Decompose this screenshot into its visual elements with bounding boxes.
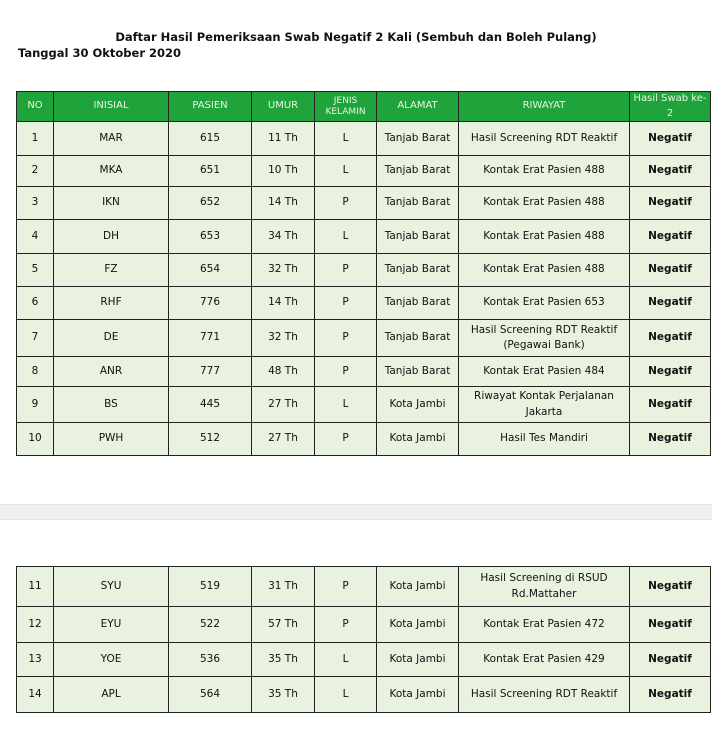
cell-hasil-swab: Negatif (630, 567, 711, 607)
cell-alamat: Kota Jambi (377, 423, 459, 456)
cell-no: 4 (17, 220, 54, 254)
table-row (17, 156, 711, 187)
table-row (17, 287, 711, 320)
cell-hasil-swab: Negatif (630, 320, 711, 357)
cell-umur: 35 Th (252, 643, 315, 677)
cell-inisial: DE (54, 320, 169, 357)
cell-riwayat: Hasil Screening di RSUD Rd.Mattaher (459, 567, 630, 607)
cell-inisial: PWH (54, 423, 169, 456)
cell-riwayat: Hasil Screening RDT Reaktif (459, 677, 630, 713)
header-no: NO (17, 92, 54, 122)
cell-alamat: Tanjab Barat (377, 320, 459, 357)
cell-riwayat: Kontak Erat Pasien 488 (459, 156, 630, 187)
cell-umur: 31 Th (252, 567, 315, 607)
table-row (17, 607, 711, 643)
results-table-page-1 (16, 91, 711, 456)
cell-alamat: Kota Jambi (377, 643, 459, 677)
cell-inisial: IKN (54, 187, 169, 220)
cell-riwayat: Hasil Screening RDT Reaktif (459, 122, 630, 156)
cell-inisial: MKA (54, 156, 169, 187)
cell-umur: 57 Th (252, 607, 315, 643)
cell-jenis-kelamin: P (315, 423, 377, 456)
cell-inisial: SYU (54, 567, 169, 607)
cell-jenis-kelamin: P (315, 567, 377, 607)
cell-jenis-kelamin: P (315, 187, 377, 220)
cell-hasil-swab: Negatif (630, 387, 711, 423)
cell-no: 13 (17, 643, 54, 677)
cell-pasien: 522 (169, 607, 252, 643)
cell-alamat: Kota Jambi (377, 607, 459, 643)
table-row (17, 423, 711, 456)
cell-pasien: 564 (169, 677, 252, 713)
cell-umur: 35 Th (252, 677, 315, 713)
table-row (17, 254, 711, 287)
header-riwayat: RIWAYAT (459, 92, 630, 122)
cell-pasien: 777 (169, 357, 252, 387)
cell-umur: 32 Th (252, 254, 315, 287)
cell-inisial: EYU (54, 607, 169, 643)
cell-riwayat: Kontak Erat Pasien 488 (459, 187, 630, 220)
cell-alamat: Tanjab Barat (377, 254, 459, 287)
cell-jenis-kelamin: L (315, 643, 377, 677)
cell-alamat: Tanjab Barat (377, 220, 459, 254)
cell-pasien: 445 (169, 387, 252, 423)
cell-pasien: 654 (169, 254, 252, 287)
cell-no: 7 (17, 320, 54, 357)
header-pasien: PASIEN (169, 92, 252, 122)
cell-riwayat: Hasil Screening RDT Reaktif (Pegawai Bank) (459, 320, 630, 357)
page-break (0, 504, 712, 520)
table-row (17, 187, 711, 220)
cell-alamat: Kota Jambi (377, 677, 459, 713)
cell-no: 11 (17, 567, 54, 607)
table-row (17, 320, 711, 357)
cell-no: 9 (17, 387, 54, 423)
cell-inisial: APL (54, 677, 169, 713)
cell-jenis-kelamin: L (315, 156, 377, 187)
cell-riwayat: Kontak Erat Pasien 653 (459, 287, 630, 320)
cell-umur: 11 Th (252, 122, 315, 156)
cell-alamat: Tanjab Barat (377, 187, 459, 220)
table-row (17, 357, 711, 387)
cell-riwayat: Kontak Erat Pasien 488 (459, 220, 630, 254)
table-row (17, 220, 711, 254)
cell-pasien: 652 (169, 187, 252, 220)
cell-pasien: 615 (169, 122, 252, 156)
cell-riwayat: Hasil Tes Mandiri (459, 423, 630, 456)
cell-umur: 32 Th (252, 320, 315, 357)
cell-no: 8 (17, 357, 54, 387)
cell-pasien: 776 (169, 287, 252, 320)
cell-hasil-swab: Negatif (630, 357, 711, 387)
cell-alamat: Tanjab Barat (377, 156, 459, 187)
cell-riwayat: Kontak Erat Pasien 484 (459, 357, 630, 387)
cell-hasil-swab: Negatif (630, 287, 711, 320)
cell-no: 2 (17, 156, 54, 187)
cell-inisial: RHF (54, 287, 169, 320)
header-inisial: INISIAL (54, 92, 169, 122)
cell-no: 10 (17, 423, 54, 456)
cell-jenis-kelamin: L (315, 220, 377, 254)
cell-alamat: Kota Jambi (377, 567, 459, 607)
cell-inisial: BS (54, 387, 169, 423)
cell-riwayat: Kontak Erat Pasien 472 (459, 607, 630, 643)
cell-hasil-swab: Negatif (630, 677, 711, 713)
table-row (17, 643, 711, 677)
cell-no: 14 (17, 677, 54, 713)
cell-hasil-swab: Negatif (630, 423, 711, 456)
cell-pasien: 519 (169, 567, 252, 607)
header-alamat: ALAMAT (377, 92, 459, 122)
cell-jenis-kelamin: P (315, 287, 377, 320)
cell-jenis-kelamin: L (315, 122, 377, 156)
cell-pasien: 512 (169, 423, 252, 456)
cell-umur: 10 Th (252, 156, 315, 187)
cell-hasil-swab: Negatif (630, 220, 711, 254)
cell-jenis-kelamin: P (315, 254, 377, 287)
cell-umur: 27 Th (252, 387, 315, 423)
cell-riwayat: Kontak Erat Pasien 488 (459, 254, 630, 287)
header-umur: UMUR (252, 92, 315, 122)
cell-pasien: 771 (169, 320, 252, 357)
cell-riwayat: Riwayat Kontak Perjalanan Jakarta (459, 387, 630, 423)
cell-jenis-kelamin: P (315, 357, 377, 387)
cell-inisial: YOE (54, 643, 169, 677)
results-table-page-2 (16, 566, 711, 713)
cell-inisial: DH (54, 220, 169, 254)
cell-no: 1 (17, 122, 54, 156)
cell-jenis-kelamin: P (315, 320, 377, 357)
table-row (17, 387, 711, 423)
cell-inisial: FZ (54, 254, 169, 287)
table-row (17, 677, 711, 713)
cell-hasil-swab: Negatif (630, 122, 711, 156)
cell-alamat: Kota Jambi (377, 387, 459, 423)
cell-pasien: 651 (169, 156, 252, 187)
cell-jenis-kelamin: L (315, 677, 377, 713)
document-date: Tanggal 30 Oktober 2020 (18, 46, 182, 60)
cell-hasil-swab: Negatif (630, 643, 711, 677)
cell-alamat: Tanjab Barat (377, 357, 459, 387)
document-title: Daftar Hasil Pemeriksaan Swab Negatif 2 Kali (Sembuh dan Boleh Pulang) (115, 30, 597, 44)
cell-no: 5 (17, 254, 54, 287)
cell-inisial: MAR (54, 122, 169, 156)
header-jenis-kelamin: JENIS KELAMIN (315, 92, 377, 122)
table-row (17, 567, 711, 607)
cell-pasien: 536 (169, 643, 252, 677)
cell-no: 3 (17, 187, 54, 220)
table-row (17, 122, 711, 156)
header-hasil-swab: Hasil Swab ke-2 (630, 92, 711, 122)
cell-umur: 14 Th (252, 187, 315, 220)
cell-umur: 34 Th (252, 220, 315, 254)
cell-hasil-swab: Negatif (630, 254, 711, 287)
cell-hasil-swab: Negatif (630, 607, 711, 643)
cell-umur: 14 Th (252, 287, 315, 320)
cell-alamat: Tanjab Barat (377, 287, 459, 320)
cell-umur: 27 Th (252, 423, 315, 456)
cell-hasil-swab: Negatif (630, 156, 711, 187)
cell-inisial: ANR (54, 357, 169, 387)
cell-umur: 48 Th (252, 357, 315, 387)
cell-jenis-kelamin: P (315, 607, 377, 643)
cell-riwayat: Kontak Erat Pasien 429 (459, 643, 630, 677)
cell-no: 12 (17, 607, 54, 643)
cell-hasil-swab: Negatif (630, 187, 711, 220)
cell-pasien: 653 (169, 220, 252, 254)
cell-no: 6 (17, 287, 54, 320)
cell-jenis-kelamin: L (315, 387, 377, 423)
cell-alamat: Tanjab Barat (377, 122, 459, 156)
